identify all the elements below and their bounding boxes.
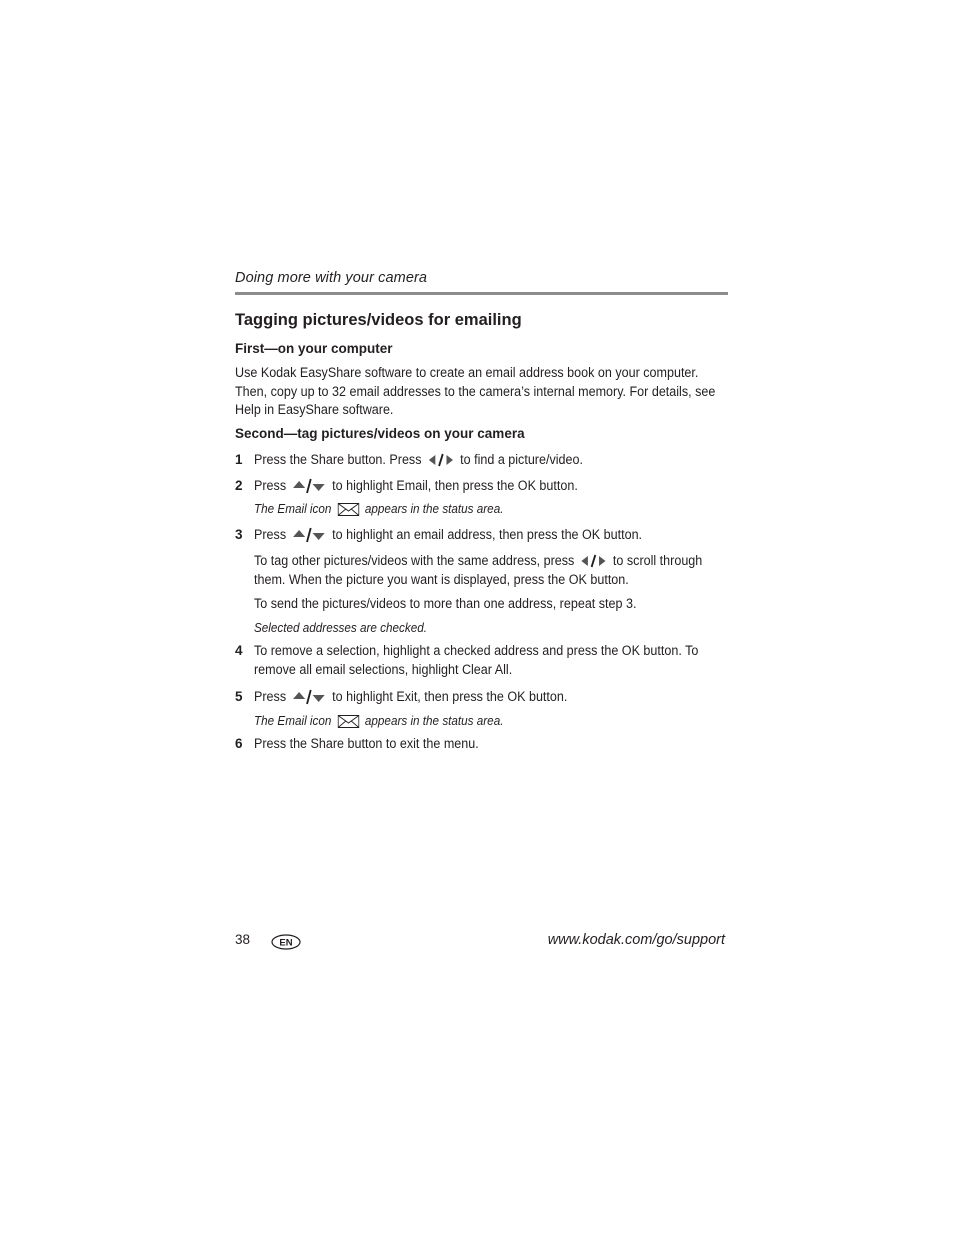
step-text xyxy=(254,641,698,679)
step-1-pre: Press the Share button. Press xyxy=(254,452,422,467)
step-3-pre: Press xyxy=(254,527,287,542)
left-right-arrows-icon xyxy=(428,453,454,467)
note-pre: The Email icon xyxy=(254,501,332,516)
up-down-arrows-icon xyxy=(292,527,325,543)
step-3-repeat-text: To send the pictures/videos to more than one address, repeat step 3. xyxy=(254,596,637,611)
detail-pre: To tag other pictures/videos with the same address, press xyxy=(254,553,575,568)
section-title: Tagging pictures/videos for emailing xyxy=(235,311,522,329)
step-text xyxy=(254,525,642,544)
language-badge-icon xyxy=(271,934,301,950)
step-5-note xyxy=(254,712,503,730)
manual-page xyxy=(235,0,728,1235)
email-envelope-icon xyxy=(337,715,359,728)
intro-paragraph xyxy=(235,364,716,420)
up-down-arrows-icon xyxy=(292,478,325,494)
step-text: Press the Share button to exit the menu. xyxy=(254,736,479,751)
language-badge-label: EN xyxy=(279,937,293,949)
left-right-arrows-icon xyxy=(581,554,607,568)
intro-line-1: Use Kodak EasyShare software to create an email address book on your computer. xyxy=(235,365,699,380)
second-subheading: Second—tag pictures/videos on your camera xyxy=(235,426,525,441)
step-text xyxy=(254,450,583,469)
step-4-line-1: To remove a selection, highlight a checked address and press the OK button. To xyxy=(254,643,699,658)
note-post: appears in the status area. xyxy=(364,713,504,728)
step-5-pre: Press xyxy=(254,689,287,704)
step-text xyxy=(254,476,578,495)
step-2-note xyxy=(254,500,503,518)
step-number: 1 xyxy=(235,452,243,467)
note-post: appears in the status area. xyxy=(364,501,504,516)
intro-line-3: Help in EasyShare software. xyxy=(235,402,394,417)
first-subheading: First—on your computer xyxy=(235,341,393,356)
running-header: Doing more with your camera xyxy=(235,270,428,286)
detail-post: to scroll through xyxy=(612,553,703,568)
step-3-note: Selected addresses are checked. xyxy=(254,620,428,635)
step-number: 4 xyxy=(235,643,243,658)
step-text xyxy=(254,687,567,706)
step-3-post: to highlight an email address, then press the OK button. xyxy=(332,527,643,542)
email-envelope-icon xyxy=(337,503,359,516)
up-down-arrows-icon xyxy=(292,689,325,705)
page-number: 38 xyxy=(235,932,251,947)
step-3-detail-line-2: them. When the picture you want is displayed, press the OK button. xyxy=(254,572,629,587)
step-5-post: to highlight Exit, then press the OK button. xyxy=(332,689,568,704)
step-1-post: to find a picture/video. xyxy=(460,452,583,467)
step-2-post: to highlight Email, then press the OK button. xyxy=(332,478,578,493)
step-2-pre: Press xyxy=(254,478,287,493)
step-number: 2 xyxy=(235,478,243,493)
intro-line-2: Then, copy up to 32 email addresses to the camera’s internal memory. For details, see xyxy=(235,383,716,399)
step-4-line-2: remove all email selections, highlight Clear All. xyxy=(254,662,513,677)
note-pre: The Email icon xyxy=(254,713,332,728)
step-3-detail-line-1 xyxy=(254,551,702,570)
support-url-link[interactable]: www.kodak.com/go/support xyxy=(547,932,725,948)
step-number: 5 xyxy=(235,689,243,704)
step-number: 3 xyxy=(235,527,243,542)
header-rule xyxy=(235,292,728,295)
step-number: 6 xyxy=(235,736,243,751)
